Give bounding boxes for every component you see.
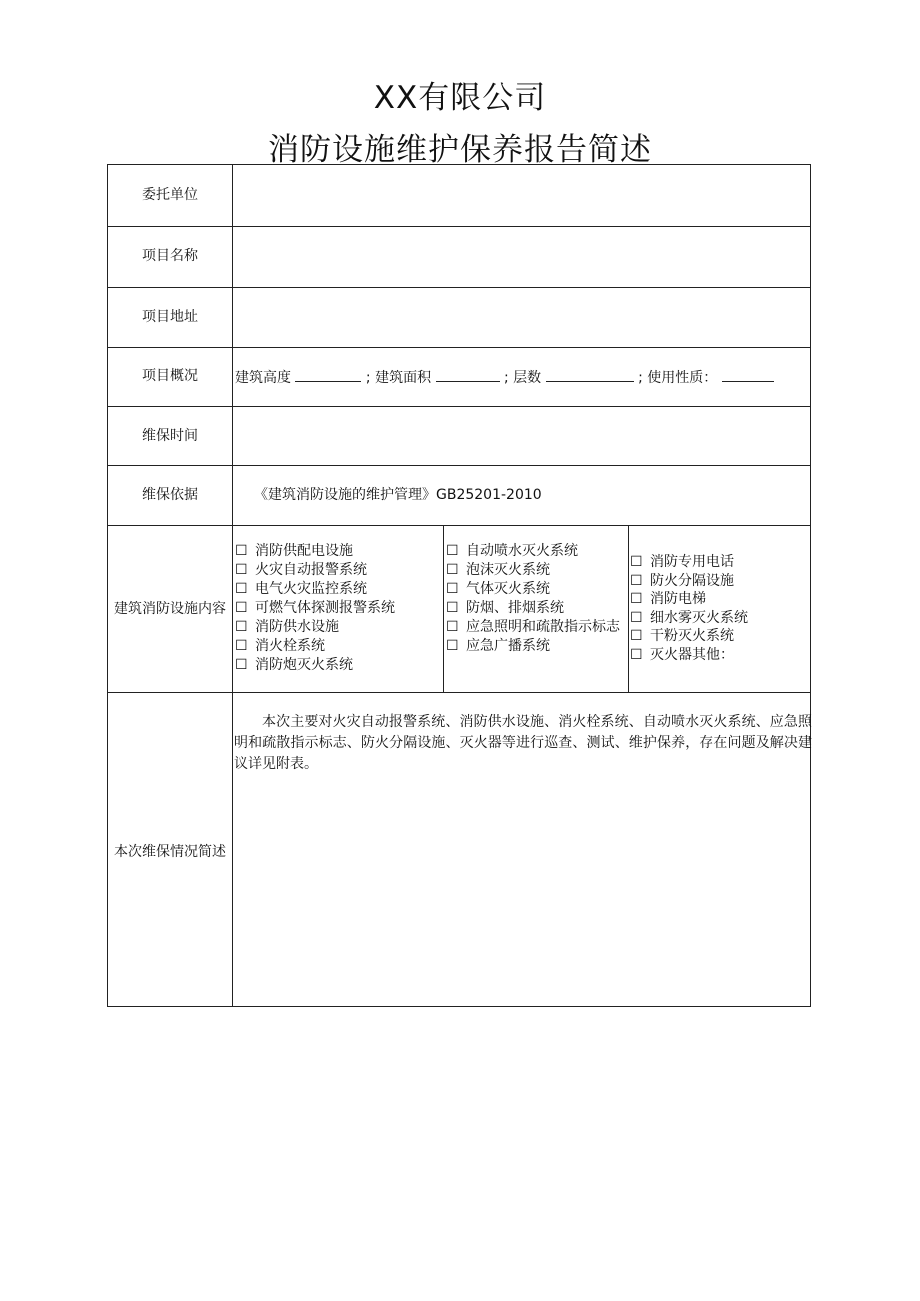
usage-blank[interactable]	[722, 367, 774, 382]
facility-item[interactable]: ☐ 防烟、排烟系统	[446, 600, 564, 616]
facilities-label: 建筑消防设施内容	[114, 601, 226, 617]
checkbox-icon[interactable]: ☐	[630, 646, 643, 663]
maintenance-time-label: 维保时间	[142, 428, 198, 444]
facilities-list-col1	[235, 542, 395, 675]
facility-item[interactable]: ☐ 消火栓系统	[235, 638, 325, 654]
facility-item[interactable]: ☐ 灭火器其他：	[630, 646, 734, 663]
basis-label: 维保依据	[142, 487, 198, 503]
facility-item[interactable]: ☐ 气体灭火系统	[446, 581, 550, 597]
separator: ;	[503, 370, 509, 386]
project-address-label: 项目地址	[142, 309, 198, 325]
facility-item[interactable]: ☐ 干粉灭火系统	[630, 628, 734, 645]
checkbox-icon[interactable]: ☐	[235, 657, 248, 673]
checkbox-icon[interactable]: ☐	[630, 628, 643, 645]
facility-item[interactable]: ☐ 消防电梯	[630, 591, 706, 608]
checkbox-icon[interactable]: ☐	[446, 581, 459, 597]
project-name-field[interactable]	[233, 227, 810, 287]
checkbox-icon[interactable]: ☐	[235, 581, 248, 597]
checkbox-icon[interactable]: ☐	[630, 609, 643, 626]
report-title: 消防设施维护保养报告简述	[268, 132, 652, 168]
facility-item[interactable]: ☐ 消防供水设施	[235, 619, 339, 635]
row-divider	[107, 525, 811, 526]
checkbox-icon[interactable]: ☐	[446, 638, 459, 654]
building-area-blank[interactable]	[436, 367, 500, 382]
checkbox-icon[interactable]: ☐	[235, 543, 248, 559]
company-name: XX有限公司	[373, 80, 547, 116]
facilities-list-col2	[446, 542, 626, 656]
row-divider	[107, 347, 811, 348]
facility-item[interactable]: ☐ 消防供配电设施	[235, 543, 353, 559]
separator: ;	[638, 370, 643, 386]
facilities-column-divider	[443, 525, 444, 692]
facility-item[interactable]: ☐ 可燃气体探测报警系统	[235, 600, 395, 616]
client-label: 委托单位	[142, 187, 198, 203]
checkbox-icon[interactable]: ☐	[446, 543, 459, 559]
project-name-label: 项目名称	[142, 248, 198, 264]
facility-item[interactable]: ☐ 泡沫灭火系统	[446, 562, 550, 578]
row-divider	[107, 692, 811, 693]
checkbox-icon[interactable]: ☐	[630, 572, 643, 589]
facility-item[interactable]: ☐ 电气火灾监控系统	[235, 581, 367, 597]
checkbox-icon[interactable]: ☐	[235, 562, 248, 578]
floors-label: 层数	[513, 370, 542, 386]
facility-item[interactable]: ☐ 消防炮灭火系统	[235, 657, 353, 673]
checkbox-icon[interactable]: ☐	[235, 600, 248, 616]
checkbox-icon[interactable]: ☐	[630, 591, 643, 608]
facility-item[interactable]: ☐ 火灾自动报警系统	[235, 562, 367, 578]
checkbox-icon[interactable]: ☐	[630, 554, 643, 570]
facility-item[interactable]: ☐ 消防专用电话	[630, 554, 734, 570]
summary-label: 本次维保情况简述	[114, 844, 226, 860]
overview-line	[235, 367, 774, 387]
facility-item[interactable]: ☐ 防火分隔设施	[630, 572, 734, 589]
facilities-list-col3	[630, 553, 748, 665]
facilities-column-divider	[628, 525, 629, 692]
building-height-blank[interactable]	[295, 367, 361, 382]
building-area-label: 建筑面积	[375, 370, 432, 386]
checkbox-icon[interactable]: ☐	[235, 619, 248, 635]
facility-item[interactable]: ☐ 应急照明和疏散指示标志	[446, 619, 620, 635]
separator: ;	[365, 370, 371, 386]
row-divider	[107, 465, 811, 466]
facility-item[interactable]: ☐ 细水雾灭火系统	[630, 609, 748, 626]
building-height-label: 建筑高度	[235, 370, 291, 386]
summary-text: 本次主要对火灾自动报警系统、消防供水设施、消火栓系统、自动喷水灭火系统、应急照明和疏散指示标志、防火分隔设施、灭火器等进行巡查、测试、维护保养，存在问题及解决建议详见附表。	[234, 714, 812, 772]
floors-blank[interactable]	[546, 367, 634, 382]
facility-item[interactable]: ☐ 自动喷水灭火系统	[446, 543, 578, 559]
checkbox-icon[interactable]: ☐	[235, 638, 248, 654]
checkbox-icon[interactable]: ☐	[446, 562, 459, 578]
basis-value: 《建筑消防设施的维护管理》GB25201-2010	[254, 487, 542, 503]
usage-label: 使用性质：	[647, 370, 718, 386]
facility-item[interactable]: ☐ 应急广播系统	[446, 638, 550, 654]
checkbox-icon[interactable]: ☐	[446, 619, 459, 635]
overview-label: 项目概况	[142, 368, 198, 384]
checkbox-icon[interactable]: ☐	[446, 600, 459, 616]
client-field[interactable]	[233, 165, 810, 226]
project-address-field[interactable]	[233, 288, 810, 347]
maintenance-time-field[interactable]	[233, 407, 810, 465]
